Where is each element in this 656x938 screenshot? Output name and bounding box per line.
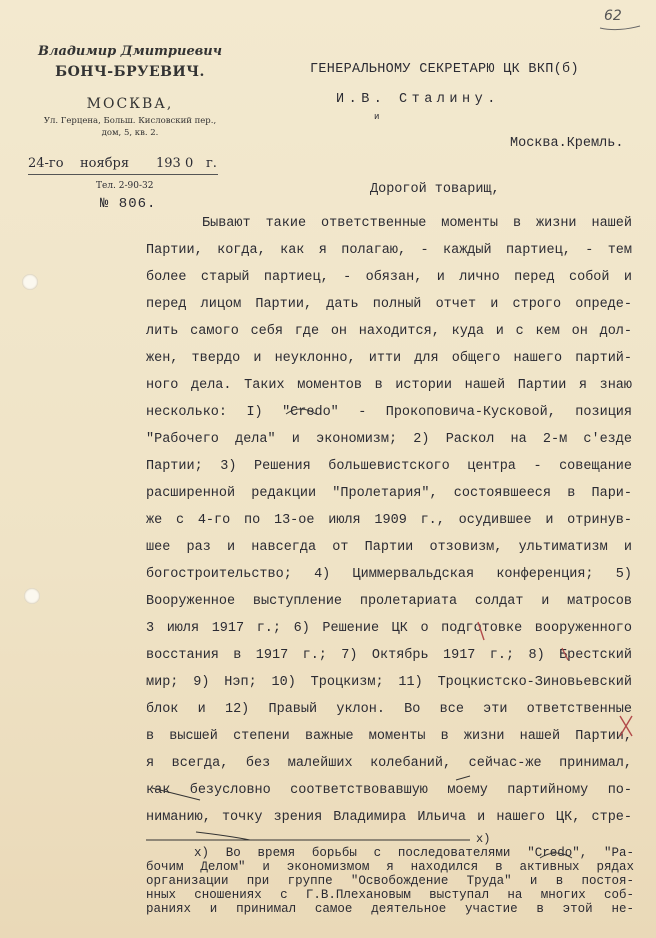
body-line: Партии; 3) Решения большевистского центра - совещание — [146, 459, 632, 474]
page-number-underline — [600, 26, 640, 30]
body-line: 3 июля 1917 г.; 6) Решение ЦК о подготовке вооруженного — [146, 621, 632, 636]
body-line: жен, твердо и неуклонно, итти для общего нашего партий- — [146, 351, 632, 366]
addressee-location: Москва.Кремль. — [510, 136, 624, 151]
date-year: 193 0 — [156, 156, 194, 171]
date-month: ноября — [80, 156, 130, 171]
letterhead-address-line: дом, 5, кв. 2. — [101, 128, 159, 138]
letterhead-phone: Тел. 2-90-32 — [96, 181, 154, 191]
body-line: в высшей степени важные моменты в жизни нашей Партии, — [146, 729, 632, 744]
pencil-mark — [562, 648, 568, 660]
body-line: мир; 9) Нэп; 10) Троцкизм; 11) Троцкистско-Зиновьевский — [146, 675, 632, 690]
letterhead-city: МОСКВА, — [86, 96, 174, 112]
body-line: блок и 12) Правый уклон. Во все эти ответственные — [146, 702, 632, 717]
body-line: Партии, когда, как я полагаю, - каждый партиец, - тем — [146, 243, 632, 258]
letterhead-address-line: Ул. Герцена, Больш. Кисловский пер., — [43, 116, 217, 126]
date-day: 24-го — [28, 156, 64, 171]
letterhead-surname: БОНЧ-БРУЕВИЧ. — [55, 64, 205, 80]
body-line: я всегда, без малейших колебаний, сейчас-же принимал, — [146, 756, 632, 771]
letterhead-name: Владимир Дмитриевич — [37, 44, 223, 59]
pen-stroke — [456, 776, 470, 780]
footnote-line: организации при группе "Освобождение Труда" и в постоя- — [146, 874, 634, 888]
footnote-marker: x) — [476, 832, 491, 846]
handwritten-correction — [286, 409, 316, 414]
body-line: восстания в 1917 г.; 7) Октябрь 1917 г.; 8) Брестский — [146, 648, 632, 663]
addressee-title: ГЕНЕРАЛЬНОМУ СЕКРЕТАРЮ ЦК ВКП(б) — [310, 62, 579, 77]
pen-stroke — [196, 832, 250, 840]
footnote-line: нных сношениях с Г.В.Плехановым выступал на многих соб- — [146, 888, 634, 902]
pen-stroke — [152, 788, 200, 800]
body-line: Бывают такие ответственные моменты в жизни нашей — [202, 216, 632, 231]
body-line: ниманию, точку зрения Владимира Ильича и нашего ЦК, стре- — [146, 810, 632, 825]
body-line: же с 4-го по 13-ое июля 1909 г., осудившее и отринув- — [146, 513, 632, 528]
and-mark: и — [374, 112, 380, 122]
body-line: перед лицом Партии, дать полный отчет и строго опреде- — [146, 297, 632, 312]
greeting: Дорогой товарищ, — [370, 182, 500, 197]
page-number: 62 — [604, 8, 622, 24]
footnote-line: x) Во время борьбы с последователями "Credo", "Ра- — [194, 846, 634, 860]
pencil-mark — [478, 622, 484, 640]
footnote-line: раниях и принимал самое деятельное участие в этой не- — [146, 902, 634, 916]
reference-number: № 806. — [100, 196, 157, 212]
body-line: лить самого себя где он находится, куда и с кем он дол- — [146, 324, 632, 339]
addressee-name: И.В. Сталину. — [336, 92, 500, 107]
body-line: ного дела. Таких моментов в истории нашей Партии я знаю — [146, 378, 632, 393]
body-line: несколько: I) "Credo" - Прокоповича-Кусковой, позиция — [146, 405, 632, 420]
footnote-line: бочим Делом" и экономизмом я находился в активных рядах — [146, 860, 634, 874]
body-line: Вооруженное выступление пролетариата солдат и матросов — [146, 594, 632, 609]
body-line: как безусловно соответствовавшую моему партийному по- — [146, 783, 632, 798]
body-line: расширенной редакции "Пролетария", состоявшееся в Пари- — [146, 486, 632, 501]
pencil-cross-mark — [620, 716, 632, 736]
body-line: шее раз и навсегда от Партии отзовизм, ультиматизм и — [146, 540, 632, 555]
date-suffix: г. — [206, 156, 217, 171]
handwritten-correction — [540, 853, 572, 858]
body-line: "Рабочего дела" и экономизм; 2) Раскол на 2-м с'езде — [146, 432, 632, 447]
body-line: более старый партиец, - обязан, и лично перед собой и — [146, 270, 632, 285]
body-line: богостроительство; 4) Циммервальдская конференция; 5) — [146, 567, 632, 582]
